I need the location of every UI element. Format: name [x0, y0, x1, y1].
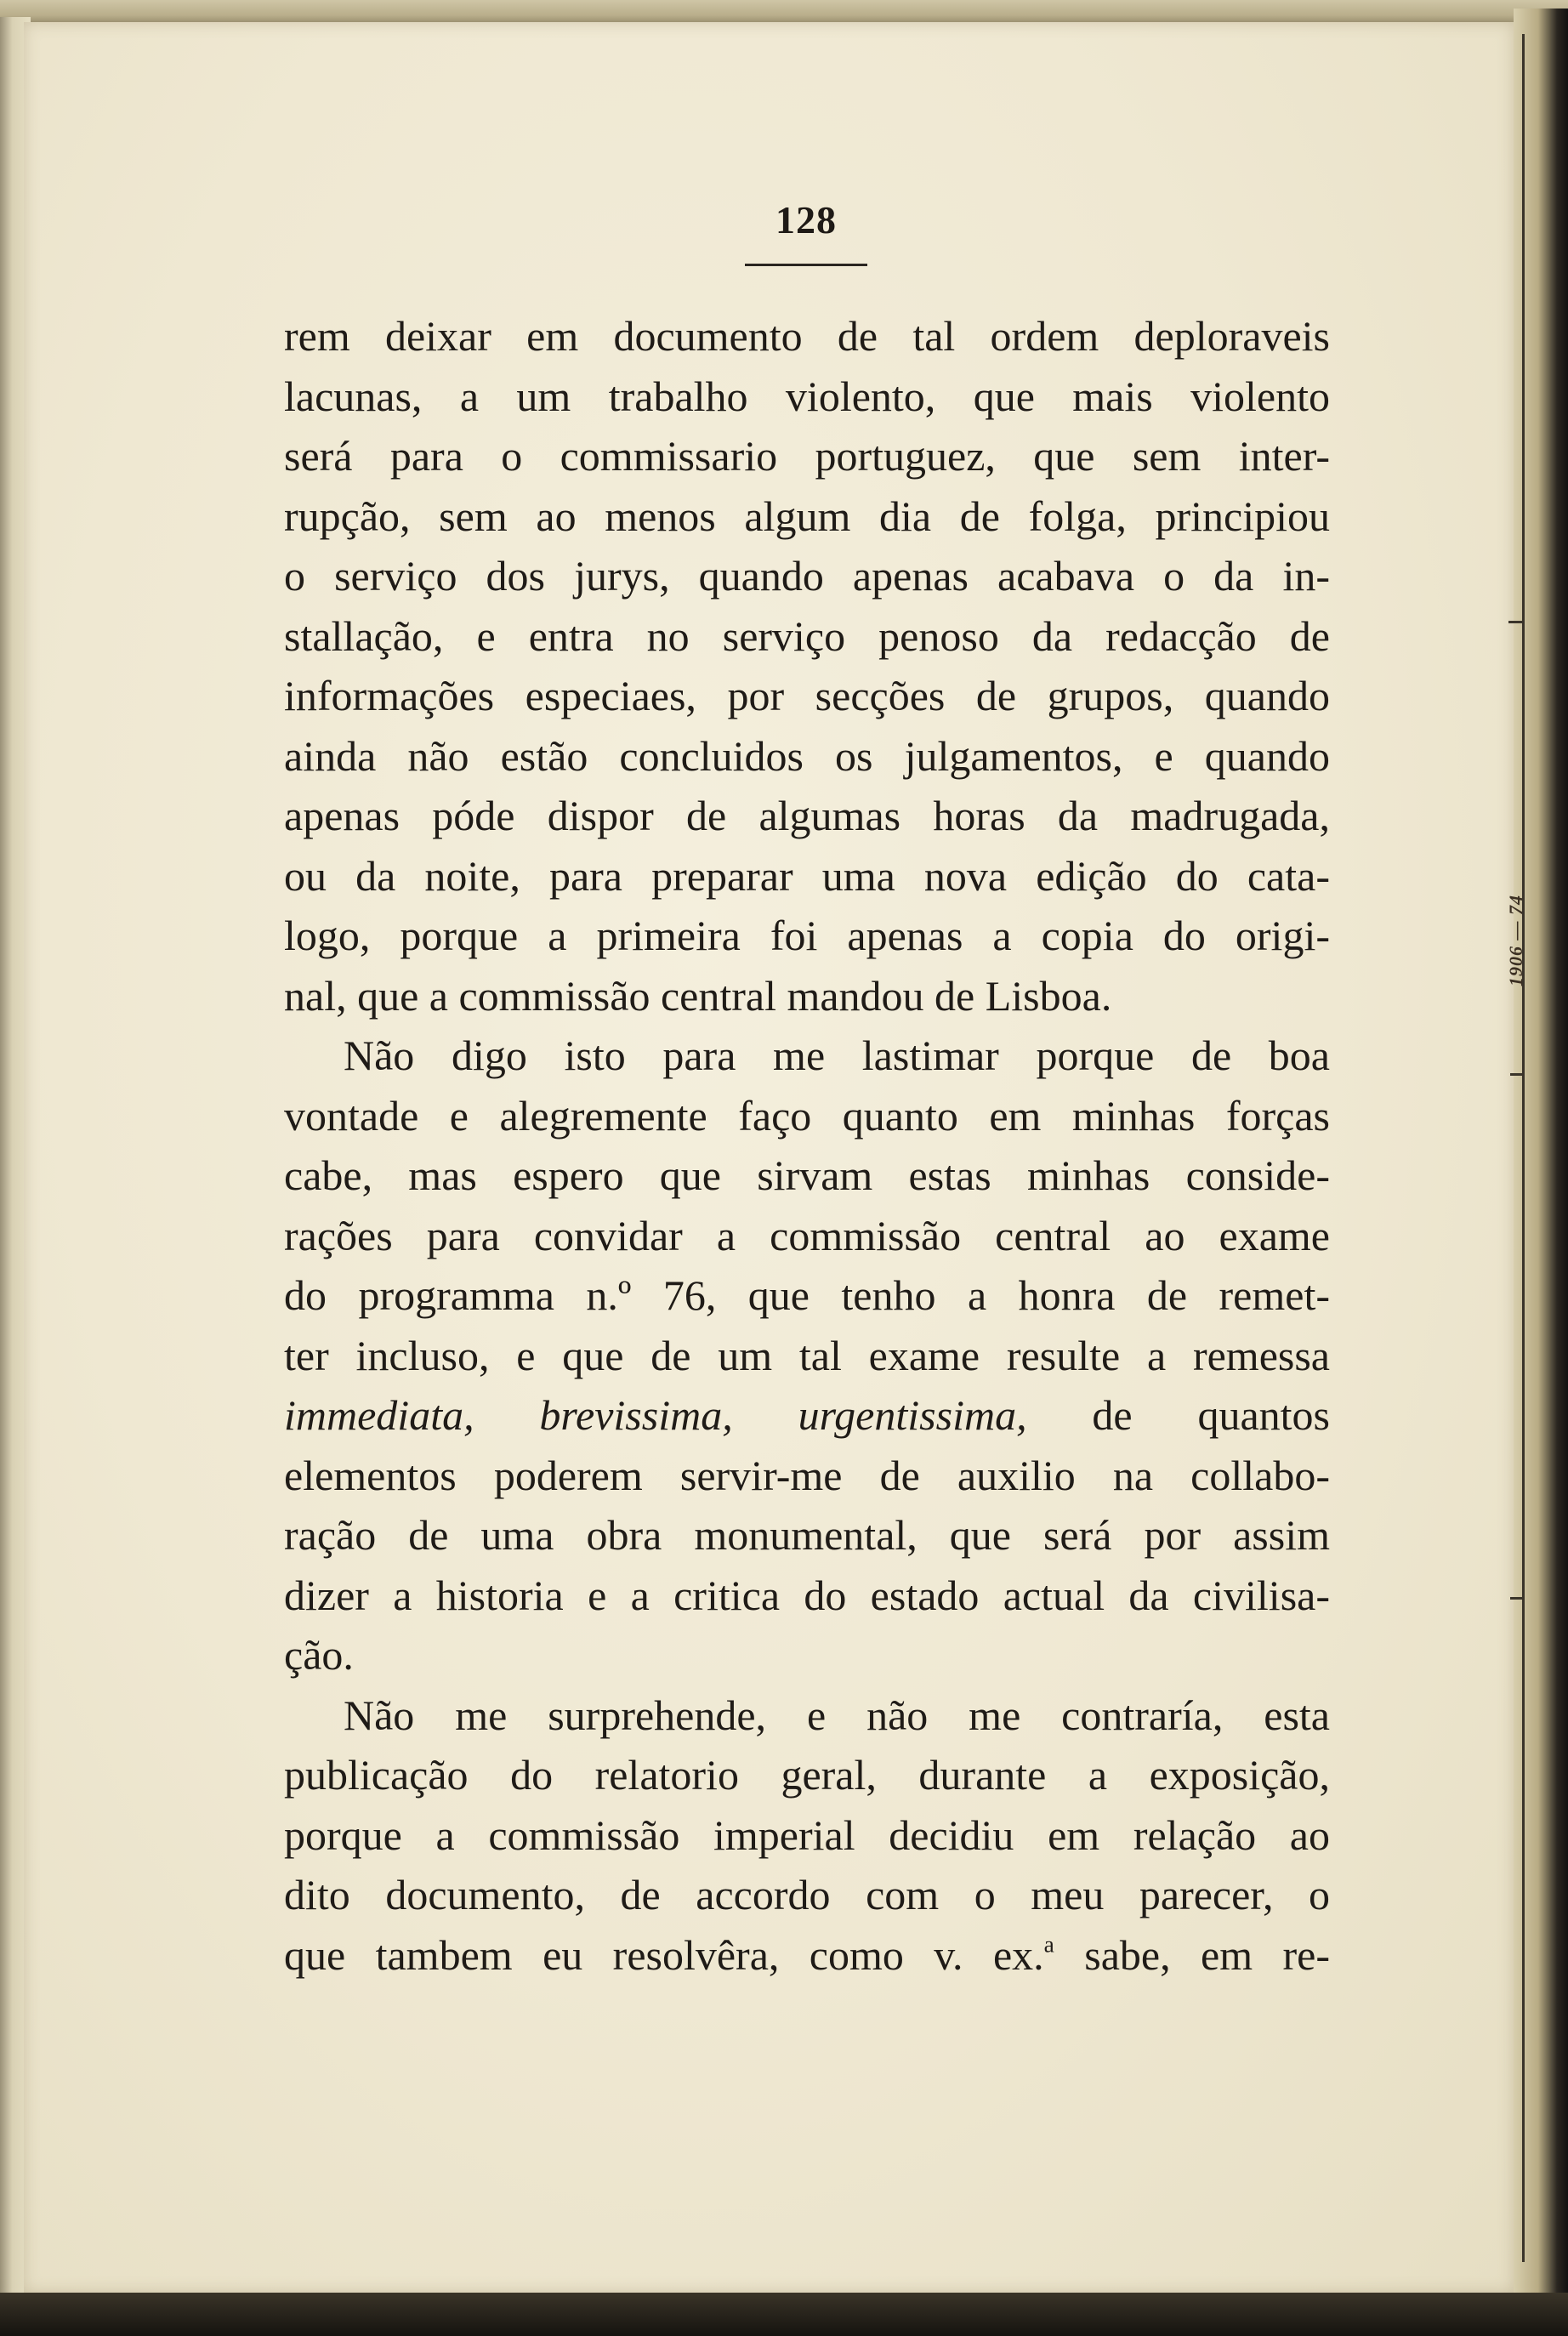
text-line: vontade e alegremente faço quanto em minhas forças	[284, 1091, 1330, 1140]
text-line: apenas póde dispor de algumas horas da madrugada,	[284, 792, 1330, 839]
text-run: que tambem eu resolvêra, como v. ex.	[284, 1930, 1044, 1979]
superscript: a	[1043, 1930, 1054, 1957]
text-line: será para o commissario portuguez, que sem inter-	[284, 432, 1330, 480]
margin-tick	[1508, 621, 1522, 623]
text-line: dizer a historia e a critica do estado actual da civilisa-	[284, 1571, 1330, 1619]
text-line: ração de uma obra monumental, que será por assim	[284, 1511, 1330, 1559]
page-number: 128	[775, 198, 837, 242]
text-line: rupção, sem ao menos algum dia de folga, principiou	[284, 492, 1330, 540]
margin-note: 1906 — 74	[1505, 895, 1526, 986]
margin-tick	[1510, 1073, 1524, 1076]
text-line: dito documento, de accordo com o meu parecer, o	[284, 1871, 1330, 1918]
text-run: sabe, em re-	[1054, 1930, 1330, 1979]
text-line: rem deixar em documento de tal ordem deploraveis	[284, 312, 1330, 360]
text-line: informações especiaes, por secções de grupos, quando	[284, 672, 1330, 719]
text-line: o serviço dos jurys, quando apenas acabava o da in-	[284, 552, 1330, 600]
text-line: cabe, mas espero que sirvam estas minhas conside-	[284, 1151, 1330, 1199]
text-line: do programma n.º 76, que tenho a honra de remet-	[284, 1271, 1330, 1319]
body-text	[284, 306, 1330, 1985]
text-line: ter incluso, e que de um tal exame resulte a remessa	[284, 1331, 1330, 1379]
text-line: Não digo isto para me lastimar porque de boa	[344, 1032, 1330, 1079]
text-line: porque a commissão imperial decidiu em relação ao	[284, 1810, 1330, 1859]
text-line: stallação, e entra no serviço penoso da redacção de	[284, 611, 1330, 660]
text-line	[284, 1385, 1330, 1446]
text-line: logo, porque a primeira foi apenas a copia do origi-	[284, 912, 1330, 959]
italic-text: immediata, brevissima, urgentissima,	[284, 1391, 1027, 1439]
text-run: de quantos	[1026, 1391, 1331, 1439]
text-line: lacunas, a um trabalho violento, que mais violento	[284, 372, 1330, 420]
text-line: rações para convidar a commissão central ao exame	[284, 1211, 1330, 1259]
page-number-rule	[745, 264, 867, 266]
text-line	[284, 1925, 1330, 1986]
text-line: ainda não estão concluidos os julgamentos, e quando	[284, 731, 1330, 780]
page-bottom-edge	[0, 2293, 1568, 2336]
text-line: publicação do relatorio geral, durante a exposição,	[284, 1751, 1330, 1799]
text-line: elementos poderem servir-me de auxilio na collabo-	[284, 1451, 1330, 1499]
text-line: ou da noite, para preparar uma nova edição do cata-	[284, 851, 1330, 900]
text-line: nal, que a commissão central mandou de Lisboa.	[284, 971, 1112, 1020]
margin-tick	[1510, 1597, 1524, 1600]
text-line: Não me surprehende, e não me contraría, esta	[344, 1691, 1330, 1739]
gutter-rule	[1522, 34, 1525, 2262]
text-line: ção.	[284, 1631, 354, 1679]
